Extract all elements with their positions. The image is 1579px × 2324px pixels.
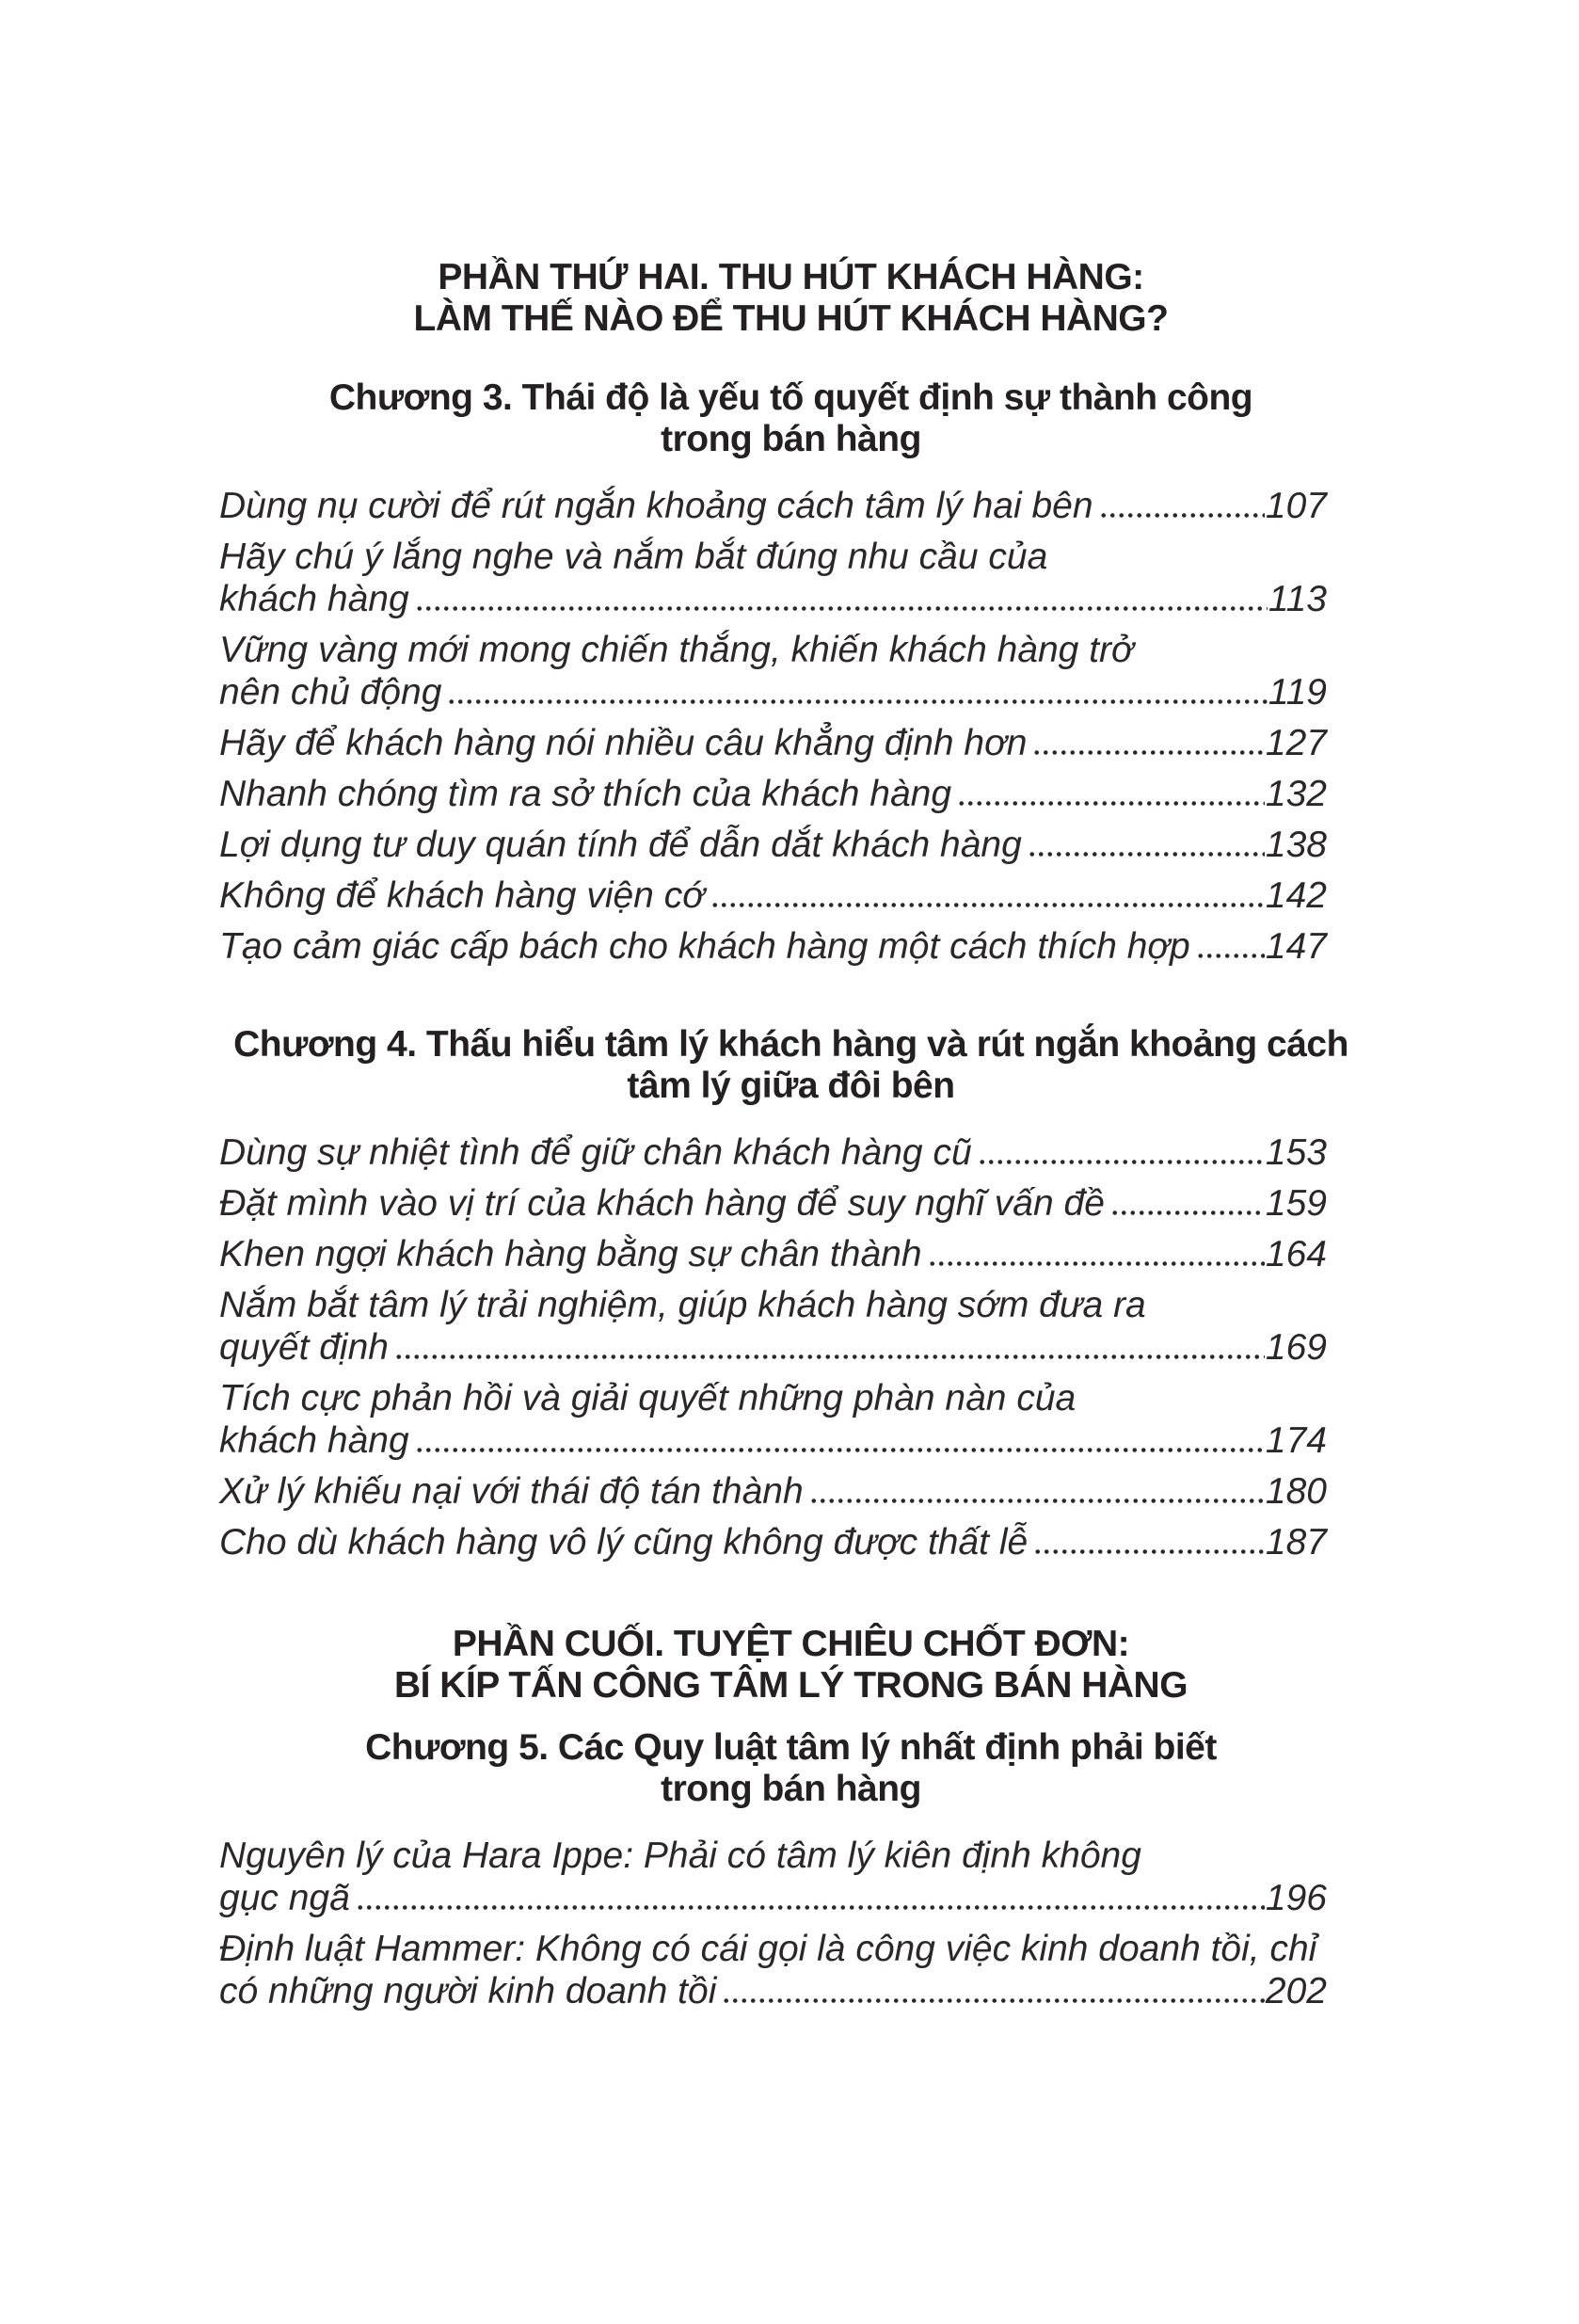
toc-entry-text: khách hàng bbox=[219, 579, 409, 619]
chapter-heading bbox=[219, 1727, 1327, 1810]
dot-leader bbox=[394, 1354, 1265, 1359]
toc-entry bbox=[219, 1182, 1327, 1225]
toc-entry-text: Nhanh chóng tìm ra sở thích của khách hàng bbox=[219, 774, 952, 814]
toc-entry-line: Hãy chú ý lắng nghe và nắm bắt đúng nhu cầu của bbox=[219, 537, 1048, 577]
chapter-heading bbox=[219, 377, 1327, 460]
toc-entry-line bbox=[219, 1470, 1327, 1513]
page-number: 132 bbox=[1265, 774, 1327, 814]
dot-leader bbox=[957, 801, 1265, 806]
toc-entry-line bbox=[219, 578, 1327, 620]
dot-leader bbox=[978, 1160, 1265, 1164]
chapter-section bbox=[219, 377, 1327, 968]
dot-leader bbox=[809, 1499, 1265, 1503]
toc-entry-line bbox=[219, 1521, 1327, 1563]
toc-entry-line bbox=[219, 1182, 1327, 1225]
toc-entry bbox=[219, 1835, 1327, 1919]
page-number: 127 bbox=[1265, 723, 1327, 763]
page-number: 174 bbox=[1265, 1420, 1327, 1461]
page-number: 153 bbox=[1265, 1132, 1327, 1173]
toc-entry-line bbox=[219, 1326, 1327, 1369]
page-number: 187 bbox=[1265, 1522, 1327, 1563]
toc-entry-line: Nắm bắt tâm lý trải nghiệm, giúp khách hàng sớm đưa ra bbox=[219, 1285, 1146, 1325]
chapter-section bbox=[219, 1024, 1348, 1563]
toc-entry-text: Không để khách hàng viện cớ bbox=[219, 875, 705, 916]
toc-entry-text: Hãy để khách hàng nói nhiều câu khẳng định hơn bbox=[219, 723, 1028, 763]
chapter-entries bbox=[219, 1131, 1327, 1563]
toc-entry-line bbox=[219, 1877, 1327, 1919]
toc-entry-text: có những người kinh doanh tồi bbox=[219, 1971, 717, 2011]
toc-entry-line: Định luật Hammer: Không có cái gọi là công việc kinh doanh tồi, chỉ bbox=[219, 1929, 1317, 1969]
dot-leader bbox=[415, 606, 1268, 611]
page-number: 180 bbox=[1265, 1471, 1327, 1512]
toc-entry-line bbox=[219, 1233, 1327, 1275]
chapter-heading-line: tâm lý giữa đôi bên bbox=[627, 1066, 955, 1106]
toc-entry-text: khách hàng bbox=[219, 1420, 409, 1461]
part-heading-line: PHẦN CUỐI. TUYỆT CHIÊU CHỐT ĐƠN: bbox=[452, 1624, 1130, 1664]
chapter-entries bbox=[219, 1835, 1327, 2012]
toc-entry bbox=[219, 536, 1327, 620]
toc-entry-line bbox=[219, 722, 1327, 764]
dot-leader bbox=[710, 903, 1265, 907]
dot-leader bbox=[447, 699, 1267, 704]
toc-entry-line bbox=[219, 485, 1327, 527]
toc-entry-text: quyết định bbox=[219, 1327, 389, 1368]
page-number: 107 bbox=[1265, 486, 1327, 526]
page-number: 142 bbox=[1265, 875, 1327, 916]
toc-entry-text: Khen ngợi khách hàng bằng sự chân thành bbox=[219, 1234, 922, 1274]
toc-entry-text: gục ngã bbox=[219, 1878, 350, 1918]
dot-leader bbox=[1110, 1210, 1265, 1215]
toc-entry-line bbox=[219, 1970, 1327, 2012]
chapter-heading-line: trong bán hàng bbox=[661, 419, 921, 459]
chapter-heading-line: Chương 4. Thấu hiểu tâm lý khách hàng và rút ngắn khoảng cách bbox=[233, 1024, 1348, 1065]
dot-leader bbox=[356, 1905, 1265, 1910]
chapter-heading bbox=[219, 1024, 1348, 1107]
toc-entry-line bbox=[219, 874, 1327, 917]
toc-entry bbox=[219, 1928, 1327, 2012]
toc-entry-text: Tạo cảm giác cấp bách cho khách hàng một cách thích hợp bbox=[219, 926, 1190, 967]
toc-entry-line bbox=[219, 1131, 1327, 1174]
page-number: 113 bbox=[1268, 579, 1327, 619]
page-number: 164 bbox=[1265, 1234, 1327, 1274]
toc-entry-text: Dùng nụ cười để rút ngắn khoảng cách tâm lý hai bên bbox=[219, 486, 1093, 526]
table-of-contents bbox=[219, 257, 1348, 2012]
toc-entry-text: Xử lý khiếu nại với thái độ tán thành bbox=[219, 1471, 804, 1512]
toc-entry bbox=[219, 1284, 1327, 1369]
toc-entry-line bbox=[219, 925, 1327, 968]
chapter-heading-line: Chương 5. Các Quy luật tâm lý nhất định phải biết bbox=[365, 1727, 1217, 1768]
toc-entry-text: Dùng sự nhiệt tình để giữ chân khách hàng cũ bbox=[219, 1132, 972, 1173]
toc-entry-text: Cho dù khách hàng vô lý cũng không được thất lễ bbox=[219, 1522, 1029, 1563]
toc-entry-line bbox=[219, 824, 1327, 866]
dot-leader bbox=[1028, 852, 1265, 857]
page-number: 196 bbox=[1265, 1878, 1327, 1918]
chapter-heading-line: Chương 3. Thái độ là yếu tố quyết định sự thành công bbox=[328, 377, 1253, 418]
part-heading bbox=[219, 257, 1327, 340]
chapter-section bbox=[219, 1727, 1327, 2012]
page-number: 159 bbox=[1265, 1183, 1327, 1224]
toc-entry-line bbox=[219, 1419, 1327, 1462]
toc-entry bbox=[219, 1377, 1327, 1462]
toc-entry-text: Lợi dụng tư duy quán tính để dẫn dắt khách hàng bbox=[219, 825, 1022, 865]
toc-entry bbox=[219, 1131, 1327, 1174]
toc-entry bbox=[219, 1470, 1327, 1513]
toc-entry-line: Vững vàng mới mong chiến thắng, khiến khách hàng trở bbox=[219, 630, 1134, 670]
part-heading bbox=[219, 1624, 1327, 1707]
toc-entry bbox=[219, 925, 1327, 968]
toc-entry-line bbox=[219, 773, 1327, 815]
dot-leader bbox=[1196, 954, 1265, 958]
chapter-heading-line: trong bán hàng bbox=[661, 1769, 921, 1809]
page-number: 119 bbox=[1268, 672, 1327, 713]
toc-entry bbox=[219, 874, 1327, 917]
toc-entry bbox=[219, 773, 1327, 815]
toc-entry bbox=[219, 485, 1327, 527]
chapter-entries bbox=[219, 485, 1327, 968]
page-number: 147 bbox=[1265, 926, 1327, 967]
dot-leader bbox=[1032, 750, 1265, 755]
toc-entry bbox=[219, 722, 1327, 764]
toc-entry bbox=[219, 824, 1327, 866]
dot-leader bbox=[928, 1261, 1265, 1266]
part-heading-line: BÍ KÍP TẤN CÔNG TÂM LÝ TRONG BÁN HÀNG bbox=[393, 1665, 1188, 1706]
page-number: 202 bbox=[1265, 1971, 1327, 2011]
page-number: 169 bbox=[1265, 1327, 1327, 1368]
toc-entry bbox=[219, 629, 1327, 713]
toc-entry-line: Tích cực phản hồi và giải quyết những phàn nàn của bbox=[219, 1378, 1077, 1418]
dot-leader bbox=[1099, 513, 1265, 518]
dot-leader bbox=[1033, 1549, 1265, 1554]
part-heading-line: PHẦN THỨ HAI. THU HÚT KHÁCH HÀNG: bbox=[438, 257, 1144, 297]
toc-entry-text: Đặt mình vào vị trí của khách hàng để suy nghĩ vấn đề bbox=[219, 1183, 1105, 1224]
part-heading-line: LÀM THẾ NÀO ĐỂ THU HÚT KHÁCH HÀNG? bbox=[413, 298, 1169, 339]
toc-entry bbox=[219, 1233, 1327, 1275]
toc-entry-text: nên chủ động bbox=[219, 672, 442, 713]
toc-entry-line bbox=[219, 671, 1327, 713]
dot-leader bbox=[415, 1448, 1265, 1452]
toc-entry-line: Nguyên lý của Hara Ippe: Phải có tâm lý kiên định không bbox=[219, 1835, 1141, 1876]
dot-leader bbox=[722, 1998, 1265, 2003]
page-number: 138 bbox=[1265, 825, 1327, 865]
toc-entry bbox=[219, 1521, 1327, 1563]
